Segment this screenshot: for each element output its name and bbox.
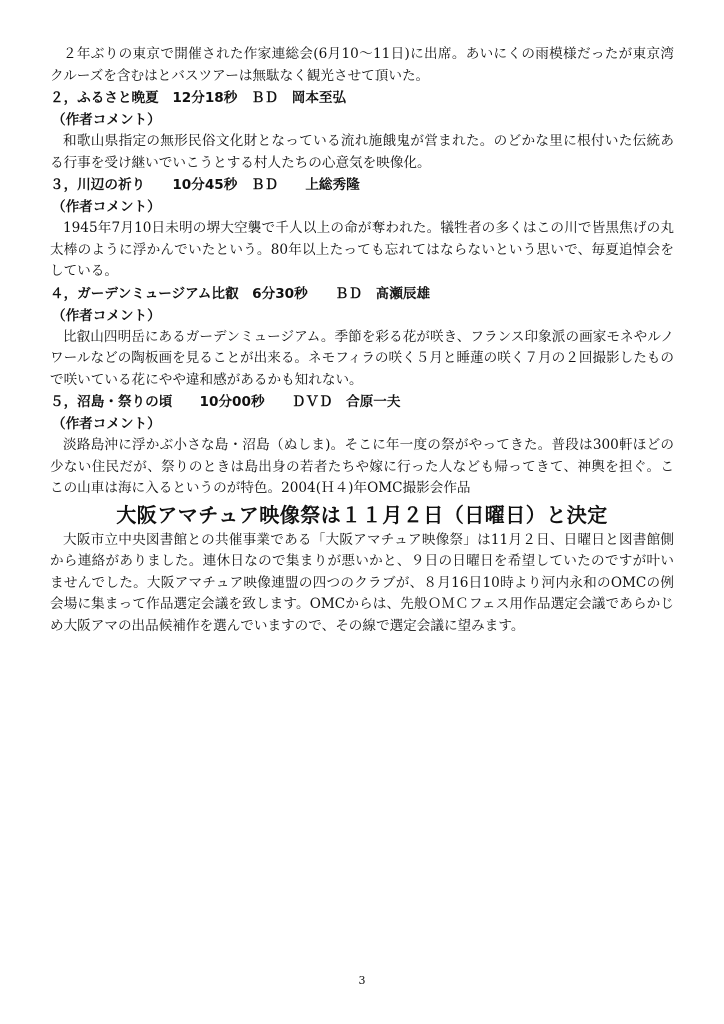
announcement-body: 大阪市立中央図書館との共催事業である「大阪アマチュア映像祭」は11月２日、日曜日と図書館側から連絡がありました。連休日なので集まりが悪いかと、９日の日曜日を希望していたのですが叶いませんでした。大阪アマチュア映像連盟の四つのクラブが、８月16日10時より河内永和のOMCの例会場に集まって作品選定会議を致します。OMCからは、先般ＯＭＣフェス用作品選定会議であらかじめ大阪アマの出品候補作を選んでいますので、その線で選定会議に望みます。 xyxy=(50,531,674,634)
entry-comment: 淡路島沖に浮かぶ小さな島・沼島（ぬしま)。そこに年一度の祭がやってきた。普段は300軒ほどの少ない住民だが、祭りのときは島出身の若者たちや嫁に行った人なども帰ってきて、神輿を担ぐ。ここの山車は海に入るというのが特色。2004(Ｈ４)年OMC撮影会作品 xyxy=(50,437,674,496)
entry-5 xyxy=(50,391,674,500)
entry-heading: ２，ふるさと晩夏 12分18秒 ＢＤ 岡本至弘 xyxy=(50,90,347,106)
entry-heading: ４，ガーデンミュージアム比叡 6分30秒 ＢＤ 髙瀬辰雄 xyxy=(50,285,431,302)
entry-2 xyxy=(50,87,674,174)
entry-comment: 1945年7月10日未明の堺大空襲で千人以上の命が奪われた。犠牲者の多くはこの川で皆黒焦げの丸太棒のように浮かんでいたという。80年以上たっても忘れてはならないという思いで、毎夏追悼会をしている。 xyxy=(50,220,674,279)
entry-3 xyxy=(50,174,674,283)
entry-comment: 和歌山県指定の無形民俗文化財となっている流れ施餓鬼が営まれた。のどかな里に根付いた伝統ある行事を受け継いでいこうとする村人たちの心意気を映像化。 xyxy=(50,133,674,171)
comment-label: （作者コメント） xyxy=(52,199,161,215)
entry-comment: 比叡山四明岳にあるガーデンミュージアム。季節を彩る花が咲き、フランス印象派の画家モネやルノワールなどの陶板画を見ることが出来る。ネモフィラの咲く５月と睡蓮の咲く７月の２回撮影したもので咲いている花にやや違和感があるかも知れない。 xyxy=(50,328,674,388)
announcement xyxy=(50,502,674,638)
page-number: 3 xyxy=(358,974,366,987)
entry-4 xyxy=(50,283,674,392)
comment-label: （作者コメント） xyxy=(52,307,161,324)
document-page xyxy=(50,44,674,637)
intro-paragraph: ２年ぶりの東京で開催された作家連総会(6月10〜11日)に出席。あいにくの雨模様だったが東京湾クルーズを含むはとバスツアーは無駄なく観光させて頂いた。 xyxy=(50,46,674,84)
entry-heading: ３，川辺の祈り 10分45秒 ＢＤ 上総秀隆 xyxy=(50,177,360,193)
entry-heading: ５，沼島・祭りの頃 10分00秒 ＤＶＤ 合原一夫 xyxy=(50,394,401,410)
comment-label: （作者コメント） xyxy=(52,112,161,128)
comment-label: （作者コメント） xyxy=(52,416,161,432)
announcement-title: 大阪アマチュア映像祭は１１月２日（日曜日）と決定 xyxy=(116,502,608,527)
